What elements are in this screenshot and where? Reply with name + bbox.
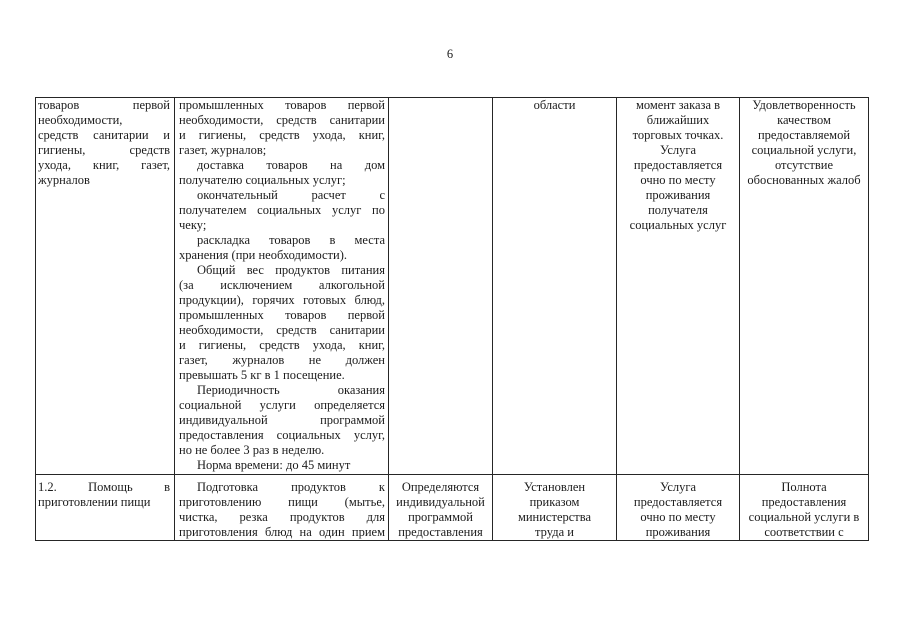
text-line: необходимости,: [38, 113, 123, 127]
text-line: Подготовка продуктов к: [197, 480, 385, 494]
text-line: очно по месту: [640, 173, 716, 187]
text-line: и гигиены, средств ухода, книг,: [179, 128, 385, 142]
text-line: и гигиены, средств ухода, книг,: [179, 338, 385, 352]
text-line: хранения (при необходимости).: [179, 248, 347, 262]
text-line: необходимости, средств санитарии: [179, 323, 385, 337]
text-line: программой: [408, 510, 473, 524]
text-line: Полнота: [781, 480, 827, 494]
text-line: Услуга: [659, 143, 697, 157]
text-line: приготовления блюд на один прием: [179, 525, 385, 539]
service-tariff-cell: [493, 475, 617, 541]
text-line: предоставляемой: [757, 128, 851, 142]
text-line: области: [533, 98, 576, 112]
text-line: ближайших: [646, 113, 710, 127]
text-line: Удовлетворенность: [752, 98, 856, 112]
service-tariff-cell: [493, 98, 617, 475]
text-line: очно по месту: [640, 510, 716, 524]
text-line: промышленных товаров первой: [179, 308, 385, 322]
text-line: газет, журналов не должен: [179, 353, 385, 367]
text-line: Определяются: [401, 480, 480, 494]
text-line: доставка товаров на дом: [197, 158, 385, 172]
text-line: индивидуальной программой: [179, 413, 385, 427]
text-line: торговых точках.: [632, 128, 724, 142]
text-line: получателем социальных услуг по: [179, 203, 385, 217]
text-line: качеством: [777, 113, 831, 127]
services-table: [35, 97, 869, 541]
page-number: 6: [446, 47, 454, 61]
text-line: Установлен: [523, 480, 586, 494]
text-line: предоставляется: [633, 495, 723, 509]
quality-indicators-cell: [740, 98, 869, 475]
text-line: Общий вес продуктов питания: [197, 263, 385, 277]
text-line: газет, журналов;: [179, 143, 267, 157]
text-line: предоставления социальных услуг,: [179, 428, 385, 442]
text-line: окончательный расчет с: [197, 188, 385, 202]
text-line: Услуга: [659, 480, 697, 494]
service-description-cell: [175, 475, 389, 541]
text-line: приказом: [529, 495, 580, 509]
service-conditions-cell: [617, 475, 740, 541]
text-line: ухода, книг, газет,: [38, 158, 170, 172]
service-conditions-cell: [617, 98, 740, 475]
text-line: соответствии с: [764, 525, 844, 539]
text-line: момент заказа в: [635, 98, 721, 112]
quality-indicators-cell: [740, 475, 869, 541]
text-line: превышать 5 кг в 1 посещение.: [179, 368, 345, 382]
text-line: предоставляется: [633, 158, 723, 172]
text-line: предоставления: [761, 495, 847, 509]
text-line: получателю социальных услуг;: [179, 173, 346, 187]
service-description-cell: [175, 98, 389, 475]
text-line: Периодичность оказания: [197, 383, 385, 397]
text-line: продукции), горячих готовых блюд,: [179, 293, 385, 307]
text-line: министерства: [517, 510, 592, 524]
text-line: социальной услуги определяется: [179, 398, 385, 412]
service-term-cell: [389, 98, 493, 475]
service-term-cell: [389, 475, 493, 541]
text-line: раскладка товаров в места: [197, 233, 385, 247]
text-line: получателя: [648, 203, 708, 217]
text-line: Норма времени: до 45 минут: [197, 458, 351, 472]
text-line: проживания: [645, 188, 711, 202]
text-line: социальных услуг: [629, 218, 727, 232]
text-line: отсутствие: [774, 158, 834, 172]
text-line: 1.2. Помощь в: [38, 480, 170, 494]
service-name-cell: [36, 98, 175, 475]
text-line: социальной услуги,: [751, 143, 857, 157]
text-line: индивидуальной: [396, 495, 485, 509]
text-line: проживания: [645, 525, 711, 539]
text-line: приготовлению пищи (мытье,: [179, 495, 385, 509]
text-line: средств санитарии и: [38, 128, 170, 142]
text-line: труда и: [535, 525, 574, 539]
service-name-cell: [36, 475, 175, 541]
text-line: необходимости, средств санитарии: [179, 113, 385, 127]
text-line: приготовлении пищи: [38, 495, 151, 509]
text-line: но не более 3 раз в неделю.: [179, 443, 325, 457]
text-line: журналов: [38, 173, 90, 187]
text-line: промышленных товаров первой: [179, 98, 385, 112]
text-line: обоснованных жалоб: [747, 173, 861, 187]
text-line: предоставления: [398, 525, 483, 539]
text-line: товаров первой: [38, 98, 170, 112]
text-line: (за исключением алкогольной: [179, 278, 385, 292]
text-line: гигиены, средств: [38, 143, 170, 157]
text-line: чеку;: [179, 218, 207, 232]
text-line: социальной услуги в: [748, 510, 860, 524]
text-line: чистка, резка продуктов для: [179, 510, 385, 524]
